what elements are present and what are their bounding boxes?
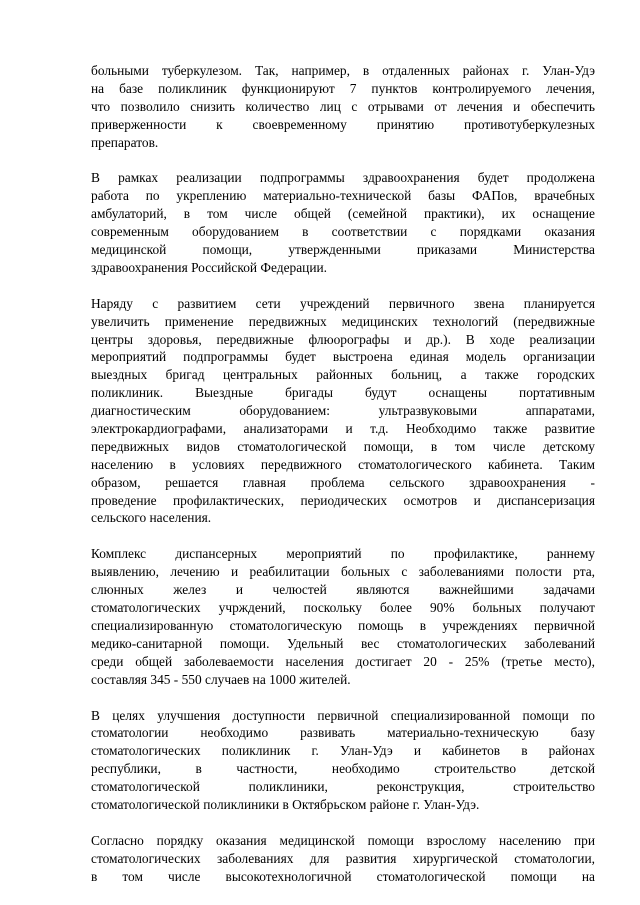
text-line: что позволило снизить количество лиц с отрывами от лечения и обеспечить — [91, 98, 595, 114]
text-line: препаратов. — [91, 134, 159, 150]
paragraph — [91, 707, 595, 814]
text-line: поликлиник. Выездные бригады будут оснащены портативным — [91, 385, 595, 401]
text-line: передвижных видов стоматологической помощи, в том числе детскому — [91, 438, 595, 454]
text-line: стоматологической поликлиники в Октябрьском районе г. Улан-Удэ. — [91, 796, 480, 812]
text-line: Наряду с развитием сети учреждений первичного звена планируется — [91, 295, 595, 311]
paragraph — [91, 545, 595, 688]
text-line: стоматологических учрждений, поскольку более 90% больных получают — [91, 600, 595, 616]
paragraph — [91, 169, 595, 276]
document-page — [91, 62, 595, 904]
text-line: Согласно порядку оказания медицинской помощи взрослому населению при — [91, 832, 595, 848]
text-line: на базе поликлиник функционируют 7 пунктов контролируемого лечения, — [91, 80, 595, 96]
text-line: центры здоровья, передвижные флюорографы и др.). В ходе реализации — [91, 331, 595, 347]
text-line: образом, решается главная проблема сельского здравоохранения - — [91, 474, 595, 490]
text-line: населению в условиях передвижного стоматологического кабинета. Таким — [91, 456, 595, 472]
text-line: стоматологических заболеваниях для развития хирургической стоматологии, — [91, 850, 595, 866]
text-line: слюнных желез и челюстей являются важнейшими задачами — [91, 582, 595, 598]
text-line: среди общей заболеваемости населения достигает 20 - 25% (третье место), — [91, 653, 595, 669]
text-line: специализированную стоматологическую помощь в учреждениях первичной — [91, 617, 595, 633]
text-line: республики, в частности, необходимо строительство детской — [91, 761, 595, 777]
text-line: стоматологических поликлиник г. Улан-Удэ и кабинетов в районах — [91, 743, 595, 759]
text-line: Комплекс диспансерных мероприятий по профилактике, раннему — [91, 546, 595, 562]
text-line: приверженности к своевременному принятию противотуберкулезных — [91, 116, 595, 132]
text-line: диагностическим оборудованием: ультразвуковыми аппаратами, — [91, 403, 595, 419]
text-line: выездных бригад центральных районных больниц, а также городских — [91, 367, 595, 383]
text-line: в том числе высокотехнологичной стоматологической помощи на — [91, 868, 595, 884]
text-line: амбулаторий, в том числе общей (семейной практики), их оснащение — [91, 206, 595, 222]
text-line: проведение профилактических, периодических осмотров и диспансеризация — [91, 492, 595, 508]
text-line: медицинской помощи, утвержденными приказами Министерства — [91, 242, 595, 258]
paragraph — [91, 832, 595, 886]
text-line: составляя 345 - 550 случаев на 1000 жителей. — [91, 671, 351, 687]
text-line: стоматологии необходимо развивать материально-техническую базу — [91, 725, 595, 741]
text-line: сельского населения. — [91, 510, 212, 526]
paragraph — [91, 62, 595, 151]
text-line: увеличить применение передвижных медицинских технологий (передвижные — [91, 313, 595, 329]
text-line: выявлению, лечению и реабилитации больных с заболеваниями полости рта, — [91, 564, 595, 580]
text-line: здравоохранения Российской Федерации. — [91, 259, 327, 275]
paragraph — [91, 295, 595, 528]
text-line: электрокардиографами, анализаторами и т.д. Необходимо также развитие — [91, 421, 595, 437]
text-line: В целях улучшения доступности первичной специализированной помощи по — [91, 707, 595, 723]
text-line: стоматологической поликлиники, реконструкция, строительство — [91, 779, 595, 795]
text-line: современным оборудованием в соответствии с порядками оказания — [91, 224, 595, 240]
text-line: работа по укреплению материально-технической базы ФАПов, врачебных — [91, 188, 595, 204]
text-line: мероприятий подпрограммы будет выстроена единая модель организации — [91, 349, 595, 365]
text-line: медико-санитарной помощи. Удельный вес стоматологических заболеваний — [91, 635, 595, 651]
text-line: В рамках реализации подпрограммы здравоохранения будет продолжена — [91, 170, 595, 186]
text-line: больными туберкулезом. Так, например, в отдаленных районах г. Улан-Удэ — [91, 63, 595, 78]
